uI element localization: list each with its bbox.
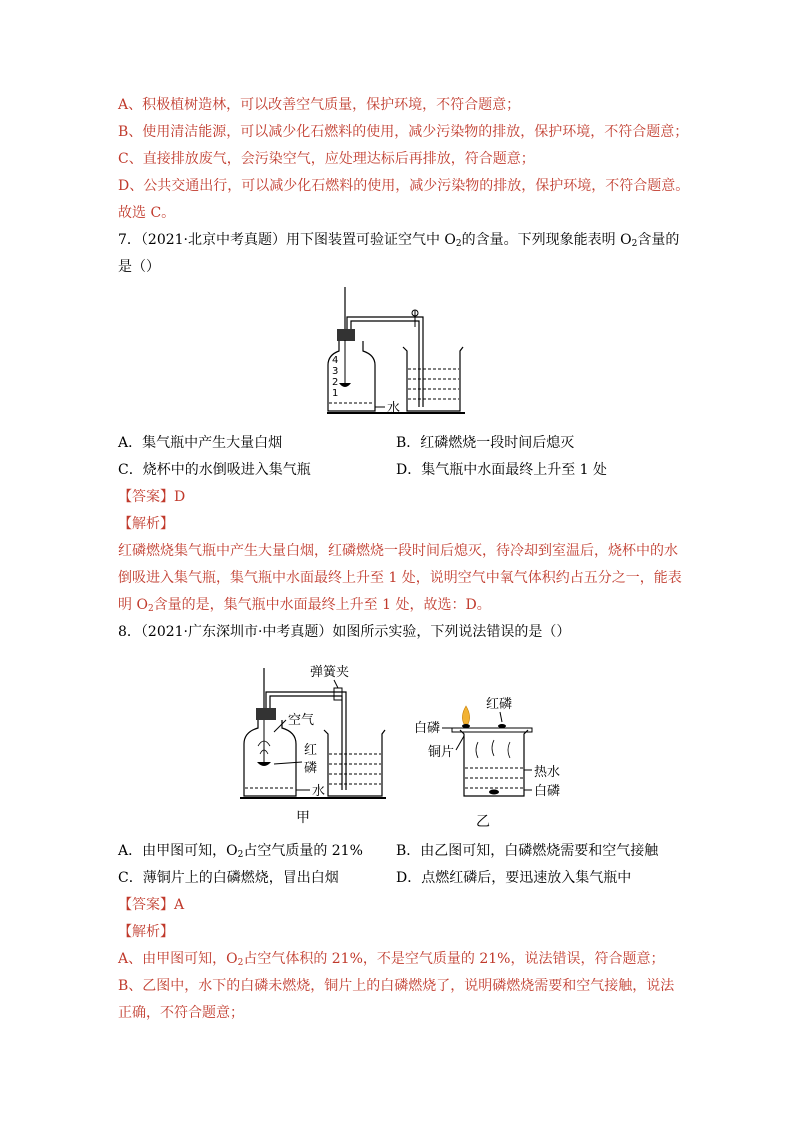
svg-text:3: 3 <box>332 366 339 377</box>
q6-explain-a: A、积极植树造林，可以改善空气质量，保护环境，不符合题意； <box>118 97 521 113</box>
q8-hot-water-label: 热水 <box>534 765 561 780</box>
q8-water-label: 水 <box>312 784 326 799</box>
q8-option-d: D．点燃红磷后，要迅速放入集气瓶中 <box>396 870 632 886</box>
q7-analysis-heading: 【解析】 <box>118 516 174 532</box>
q7-analysis-line2: 倒吸进入集气瓶，集气瓶中水面最终上升至 1 处，说明空气中氧气体积约占五分之一，能表 <box>118 570 682 586</box>
q8-analysis-heading: 【解析】 <box>118 924 174 940</box>
q8-air-label: 空气 <box>288 713 315 728</box>
svg-text:4: 4 <box>332 355 339 366</box>
q7-analysis-line1: 红磷燃烧集气瓶中产生大量白烟，红磷燃烧一段时间后熄灭，待冷却到室温后，烧杯中的水 <box>118 543 678 559</box>
q8-answer: 【答案】A <box>118 897 185 913</box>
q8-white-phosphorus-bottom-label: 白磷 <box>534 784 561 799</box>
q8-option-c: C．薄铜片上的白磷燃烧，冒出白烟 <box>118 870 339 886</box>
q6-explain-d: D、公共交通出行，可以减少化石燃料的使用，减少污染物的排放，保护环境，不符合题意。 <box>118 178 690 194</box>
q8-stem: 8．（2021·广东深圳市·中考真题）如图所示实验，下列说法错误的是（） <box>118 624 571 640</box>
q8-option-a: A．由甲图可知，$O_2$占空气质量的 21% <box>118 843 363 860</box>
q7-bottle-scale <box>332 355 338 399</box>
q8-red-phosphorus-top-label: 红磷 <box>486 697 513 712</box>
q8-spring-clip-label: 弹簧夹 <box>310 665 350 680</box>
q7-water-label: 水 <box>387 401 401 416</box>
q7-stem-line1: 7．（2021·北京中考真题）用下图装置可验证空气中 $O_2$的含量。下列现象能表明 $O_2$含量的 <box>118 232 680 249</box>
q8-figure-yi-caption: 乙 <box>476 814 490 830</box>
q7-analysis-line3: 明 $O_2$含量的是，集气瓶中水面最终上升至 1 处，故选：D。 <box>118 597 491 614</box>
q7-option-d: D．集气瓶中水面最终上升至 1 处 <box>396 462 608 478</box>
q8-copper-label: 铜片 <box>428 745 455 760</box>
q8-red-phosphorus-label-2: 磷 <box>304 761 318 776</box>
q6-explain-c: C、直接排放废气，会污染空气，应处理达标后再排放，符合题意； <box>118 151 535 167</box>
q8-analysis-a: A、由甲图可知，$O_2$占空气体积的 21%，不是空气质量的 21%，说法错误，符合题意； <box>118 951 665 968</box>
q7-apparatus-figure <box>325 285 470 420</box>
q7-option-a: A．集气瓶中产生大量白烟 <box>118 435 283 451</box>
q8-apparatus-figure <box>238 650 568 830</box>
q8-figure-jia-caption: 甲 <box>296 810 310 826</box>
q8-analysis-b-line2: 正确，不符合题意； <box>118 1005 244 1021</box>
q7-stem-line2: 是（） <box>118 259 160 275</box>
q6-explain-conclusion: 故选 C。 <box>118 205 176 221</box>
q8-analysis-b-line1: B、乙图中，水下的白磷未燃烧，铜片上的白磷燃烧了，说明磷燃烧需要和空气接触，说法 <box>118 978 675 994</box>
svg-text:1: 1 <box>332 388 339 399</box>
q7-option-b: B．红磷燃烧一段时间后熄灭 <box>396 435 575 451</box>
svg-text:2: 2 <box>332 377 339 388</box>
q7-answer: 【答案】D <box>118 489 186 505</box>
q8-option-b: B．由乙图可知，白磷燃烧需要和空气接触 <box>396 843 659 859</box>
q6-explain-b: B、使用清洁能源，可以减少化石燃料的使用，减少污染物的排放，保护环境，不符合题意； <box>118 124 689 140</box>
q8-white-phosphorus-top-label: 白磷 <box>414 721 441 736</box>
q8-red-phosphorus-label-1: 红 <box>304 743 318 758</box>
q7-option-c: C．烧杯中的水倒吸进入集气瓶 <box>118 462 311 478</box>
